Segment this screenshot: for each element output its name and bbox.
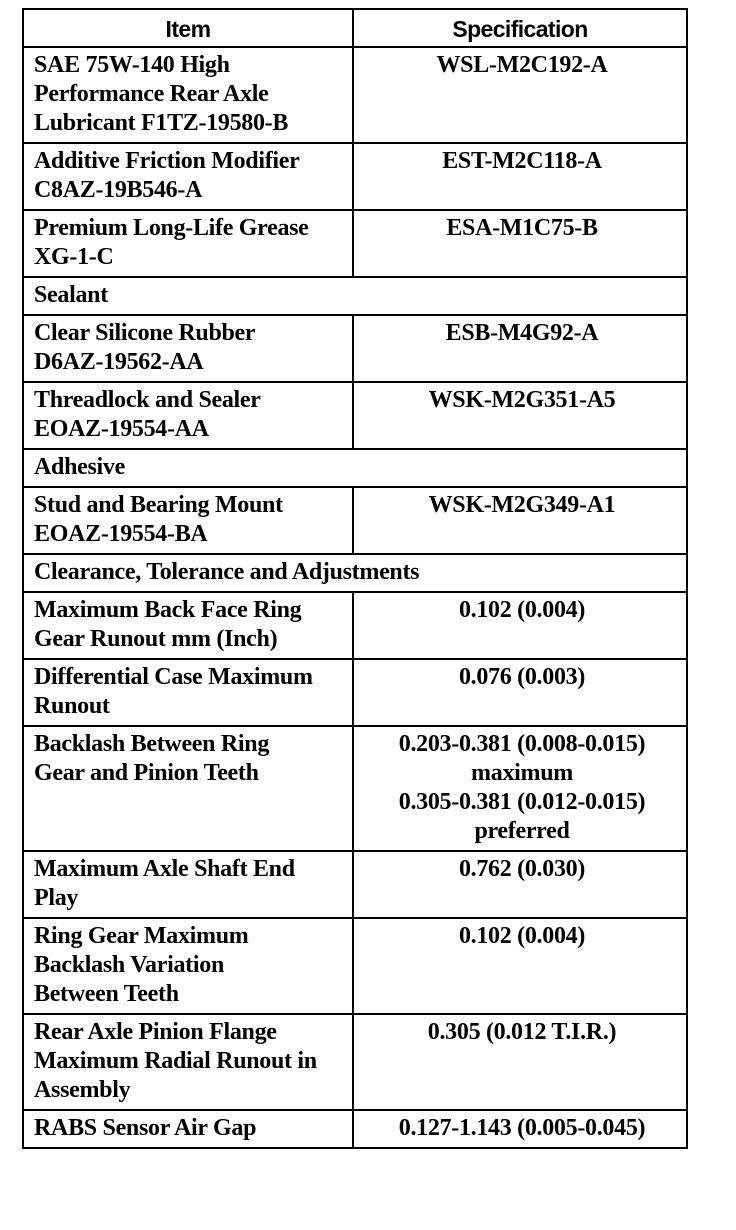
section-row [23,277,687,315]
section-heading: Adhesive [23,449,687,487]
item-text-line: Premium Long-Life Grease [34,215,309,241]
specification-cell [353,592,687,659]
specification-cell [353,382,687,449]
specification-text-line: preferred [474,818,570,844]
item-cell [23,143,353,210]
specification-text-line: ESB-M4G92-A [445,320,599,346]
specification-cell [353,851,687,918]
section-row [23,449,687,487]
item-text-line: Threadlock and Sealer [34,387,261,413]
item-cell [23,726,353,851]
item-text-line: Maximum Back Face Ring [34,597,302,623]
section-heading: Sealant [23,277,687,315]
specification-cell [353,143,687,210]
item-text-line: Play [34,885,79,911]
specification-cell [353,47,687,143]
item-text-line: Backlash Between Ring [34,731,270,757]
table-row [23,918,687,1014]
table-row [23,659,687,726]
specification-text-line: WSK-M2G349-A1 [428,492,616,518]
specification-cell [353,1014,687,1110]
item-text-line: EOAZ-19554-AA [34,416,209,442]
specification-text-line: 0.127-1.143 (0.005-0.045) [398,1115,646,1141]
specification-table [22,8,688,1149]
specification-text-line: 0.305 (0.012 T.I.R.) [427,1019,617,1045]
specification-text-line: EST-M2C118-A [442,148,602,174]
item-text-line: Gear Runout mm (Inch) [34,626,278,652]
item-text-line: Maximum Axle Shaft End [34,856,295,882]
item-cell [23,210,353,277]
specification-text-line: 0.203-0.381 (0.008-0.015) [398,731,646,757]
table-row [23,851,687,918]
item-text-line: Lubricant F1TZ-19580-B [34,110,289,136]
item-cell [23,918,353,1014]
specification-text-line: WSL-M2C192-A [436,52,608,78]
item-text-line: D6AZ-19562-AA [34,349,204,375]
item-cell [23,659,353,726]
item-text-line: Performance Rear Axle [34,81,269,107]
table-row [23,315,687,382]
item-text-line: Runout [34,693,110,719]
item-text-line: Ring Gear Maximum [34,923,249,949]
item-text-line: Between Teeth [34,981,179,1007]
specification-text-line: 0.102 (0.004) [458,597,586,623]
specification-text-line: maximum [471,760,573,786]
specification-cell [353,487,687,554]
item-text-line: C8AZ-19B546-A [34,177,203,203]
specification-cell [353,315,687,382]
header-row [23,9,687,47]
item-text-line: Gear and Pinion Teeth [34,760,259,786]
table-row [23,143,687,210]
specification-cell [353,210,687,277]
specification-column-header: Specification [353,9,687,47]
specification-text-line: 0.305-0.381 (0.012-0.015) [398,789,646,815]
item-text-line: RABS Sensor Air Gap [34,1115,257,1141]
item-text-line: Assembly [34,1077,131,1103]
item-text-line: XG-1-C [34,244,114,270]
specification-text-line: ESA-M1C75-B [446,215,598,241]
item-cell [23,1110,353,1148]
item-cell [23,315,353,382]
item-text-line: SAE 75W-140 High [34,52,230,78]
specification-cell [353,659,687,726]
item-text-line: Backlash Variation [34,952,224,978]
item-text-line: EOAZ-19554-BA [34,521,208,547]
item-text-line: Additive Friction Modifier [34,148,300,174]
table-row [23,382,687,449]
section-heading: Clearance, Tolerance and Adjustments [23,554,687,592]
specification-cell [353,1110,687,1148]
specification-cell [353,918,687,1014]
specification-text-line: WSK-M2G351-A5 [428,387,616,413]
table-row [23,726,687,851]
item-cell [23,382,353,449]
item-text-line: Stud and Bearing Mount [34,492,283,518]
item-text-line: Maximum Radial Runout in [34,1048,317,1074]
section-row [23,554,687,592]
item-cell [23,1014,353,1110]
table-body [23,47,687,1148]
table-row [23,487,687,554]
item-cell [23,47,353,143]
item-column-header: Item [23,9,353,47]
table-row [23,1110,687,1148]
item-cell [23,592,353,659]
specification-text-line: 0.762 (0.030) [458,856,586,882]
table-row [23,47,687,143]
item-text-line: Differential Case Maximum [34,664,313,690]
specification-cell [353,726,687,851]
item-cell [23,487,353,554]
specification-text-line: 0.102 (0.004) [458,923,586,949]
item-text-line: Clear Silicone Rubber [34,320,256,346]
table-row [23,592,687,659]
item-cell [23,851,353,918]
table-row [23,210,687,277]
table-row [23,1014,687,1110]
item-text-line: Rear Axle Pinion Flange [34,1019,277,1045]
specification-text-line: 0.076 (0.003) [458,664,586,690]
